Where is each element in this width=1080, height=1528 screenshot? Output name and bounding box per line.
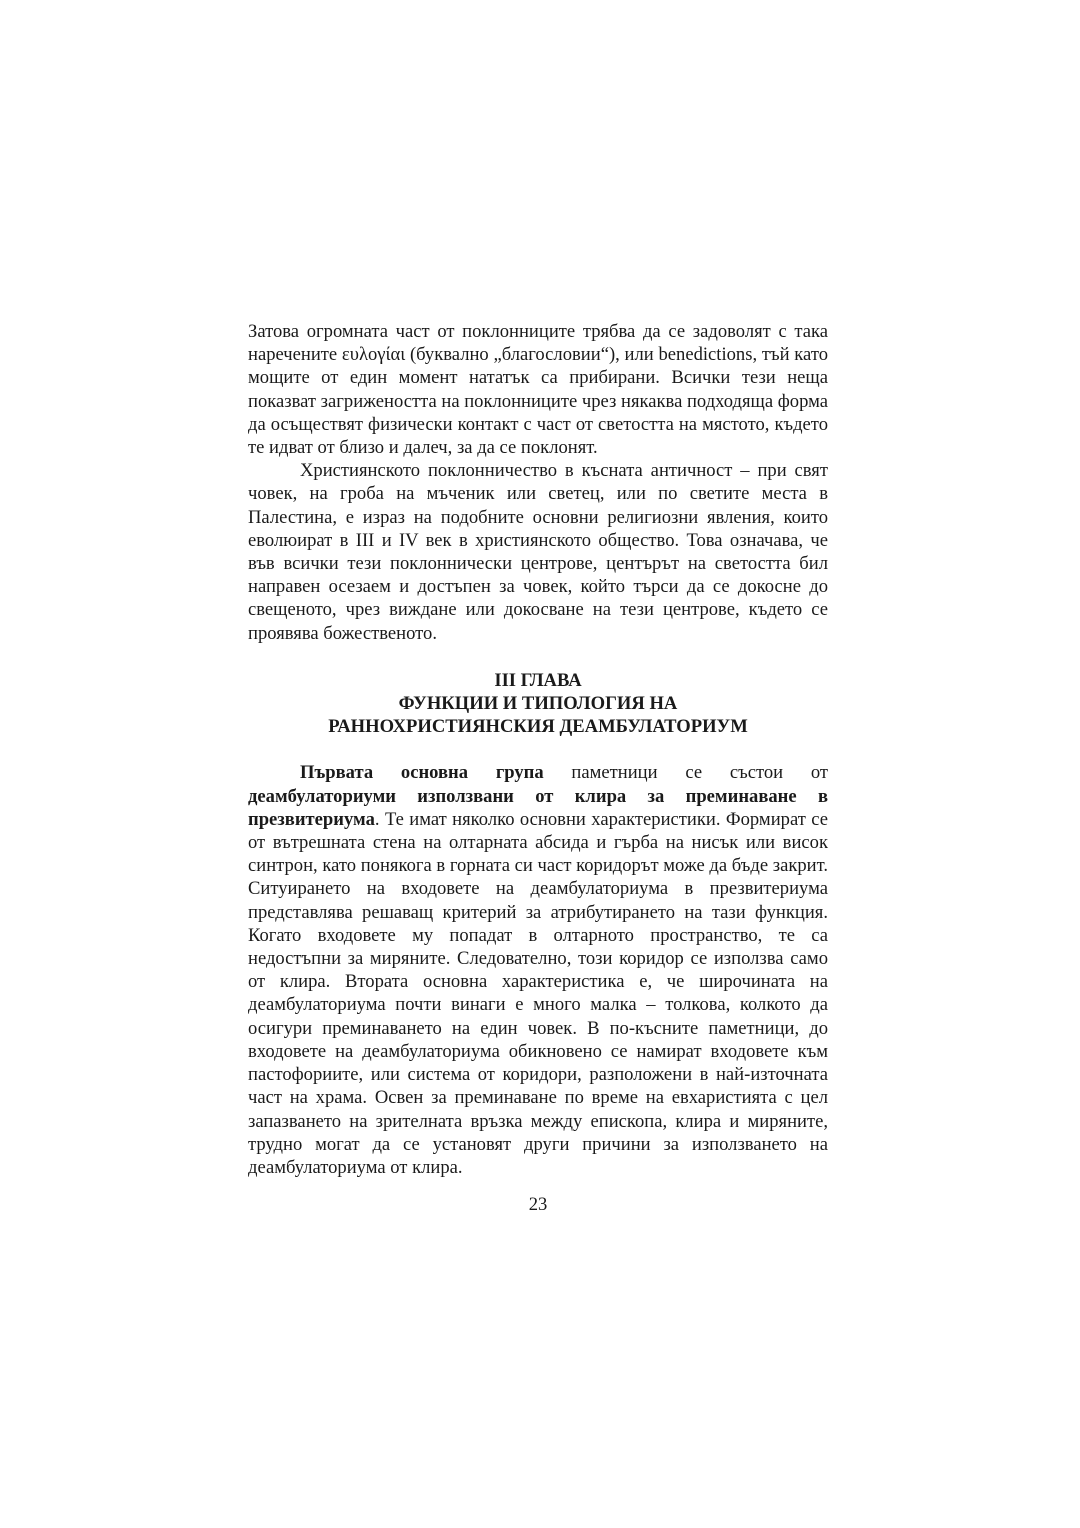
chapter-number: III ГЛАВА (494, 669, 582, 691)
second-paragraph: Християнското поклонничество в късната античност – при свят човек, на гроба на мъченик или светец, или по светите места в Палестина, е израз на подобните основни религиозни явления, които еволюират в III и IV век в християнското общество. Това означава, че във всички тези поклоннически центрове, центърът на светостта бил направен осезаем и достъпен за човек, който търси да се докосне до свещеното, чрез виждане или докосване на тези центрове, където се проявява божественото. (248, 460, 828, 644)
third-paragraph-text-a: паметници се състои от (543, 762, 829, 784)
chapter-heading (248, 669, 828, 739)
third-paragraph-text-b: . Те имат няколко основни характеристики. Формират се от вътрешната стена на олтарната абсида и гърба на нисък или висок синтрон, като понякога в горната си част коридорът може да бъде закрит. Ситуирането на входовете на деамбулаториума в презвитериума представлява решаващ критерий за атрибутирането на тази функция. Когато входовете му попадат в олтарното пространство, те са недостъпни за миряните. Следователно, този коридор се използва само от клира. Втората основна характеристика е, че широчината на деамбулаториума почти винаги е много малка – толкова, колкото да осигури преминаването на един човек. В по-късните паметници, до входовете на деамбулаториума обикновено се намират входовете към пастофориите, или система от коридори, разположени в най-източната част на храма. Освен за преминаване по време на евхаристията с цел запазването на зрителната връзка между епископа, клира и миряните, трудно могат да се установят други причини за използването на деамбулаториума от клира. (248, 808, 828, 1178)
intro-paragraph: Затова огромната част от поклонниците трябва да се задоволят с така наречените ευλογίαι (буквално „благословии“), или benedictions, тъй като мощите от един момент нататък са прибирани. Всички тези неща показват загрижеността на поклонниците чрез някаква подходяща форма да осъществят физически контакт с част от светостта на мястото, където те идват от близо и далеч, за да се поклонят. (248, 321, 828, 459)
page-content (248, 320, 828, 1216)
bold-phrase-first-group: Първата основна група (300, 762, 544, 784)
chapter-title-line1: ФУНКЦИИ И ТИПОЛОГИЯ НА (398, 693, 678, 715)
page-number: 23 (528, 1194, 548, 1216)
third-paragraph (248, 761, 828, 1179)
bold-phrase-deambulatories: деамбулаториуми използвани от клира за преминаване в презвитериума (248, 785, 828, 830)
chapter-title-line2: РАННОХРИСТИЯНСКИЯ ДЕАМБУЛАТОРИУМ (328, 716, 748, 738)
